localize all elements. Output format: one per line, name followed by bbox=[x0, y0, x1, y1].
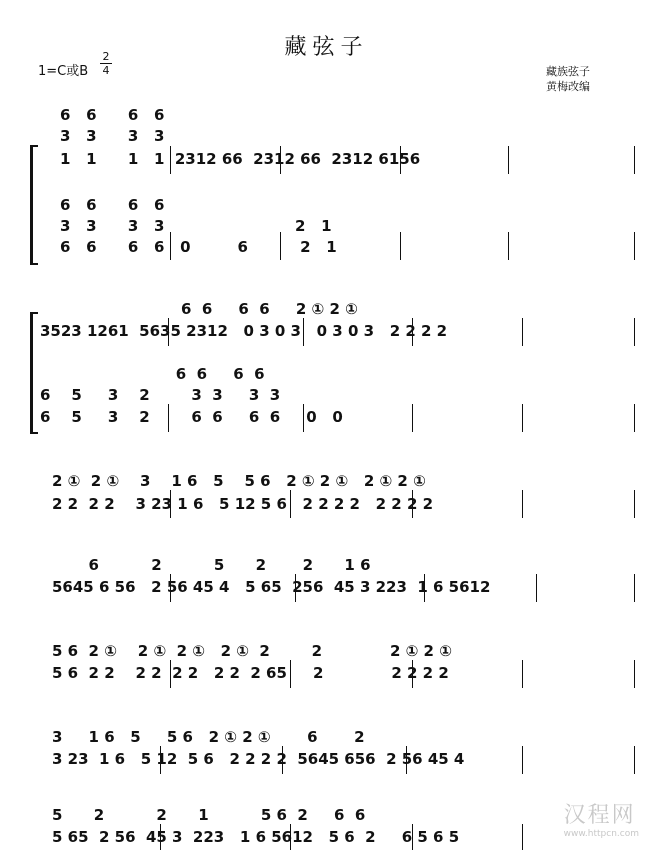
barline bbox=[303, 404, 304, 432]
barline bbox=[522, 490, 523, 518]
barline bbox=[634, 146, 635, 174]
credit-arranger: 黄梅改编 bbox=[546, 80, 590, 93]
notation-line: 3 3 3 3 2 1 bbox=[60, 217, 332, 235]
barline bbox=[536, 574, 537, 602]
barline bbox=[412, 490, 413, 518]
barline bbox=[634, 660, 635, 688]
barline bbox=[634, 746, 635, 774]
system-brace bbox=[30, 145, 33, 265]
credit-origin: 藏族弦子 bbox=[546, 65, 590, 78]
barline bbox=[290, 824, 291, 850]
barline bbox=[168, 318, 169, 346]
notation-line: 5 6 2 2 2 2 2 2 2 2 2 65 2 2 2 2 2 bbox=[52, 664, 449, 682]
system-brace bbox=[30, 312, 33, 434]
site-watermark bbox=[564, 798, 639, 839]
barline bbox=[406, 746, 407, 774]
barline bbox=[522, 746, 523, 774]
key-signature: 1=C或B bbox=[38, 64, 89, 79]
notation-line: 3 23 1 6 5 12 5 6 2 2 2 2 5645 656 2 56 45 4 bbox=[52, 750, 465, 768]
notation-line: 2 ① 2 ① 3 1 6 5 5 6 2 ① 2 ① 2 ① 2 ① bbox=[52, 472, 426, 490]
barline bbox=[280, 232, 281, 260]
barline bbox=[634, 404, 635, 432]
barline bbox=[280, 146, 281, 174]
barline bbox=[508, 146, 509, 174]
page-title: 藏弦子 bbox=[284, 35, 369, 60]
credits bbox=[546, 64, 590, 94]
notation-line: 3523 1261 5635 2312 0 3 0 3 0 3 0 3 2 2 2 2 bbox=[40, 322, 448, 340]
notation-line: 5 65 2 56 45 3 223 1 6 5612 5 6 2 6 5 6 5 bbox=[52, 828, 460, 846]
barline bbox=[170, 574, 171, 602]
barline bbox=[295, 574, 296, 602]
barline bbox=[634, 232, 635, 260]
barline bbox=[170, 232, 171, 260]
notation-line: 1 1 1 1 2312 66 2312 66 2312 6156 bbox=[60, 150, 421, 168]
notation-line: 2 2 2 2 3 23 1 6 5 12 5 6 2 2 2 2 2 2 2 2 bbox=[52, 495, 434, 513]
barline bbox=[303, 318, 304, 346]
notation-line: 6 6 6 6 0 6 2 1 bbox=[60, 238, 337, 256]
barline bbox=[508, 232, 509, 260]
meter-bottom: 4 bbox=[102, 64, 110, 77]
notation-line: 5 2 2 1 5 6 2 6 6 bbox=[52, 806, 366, 824]
barline bbox=[290, 660, 291, 688]
watermark-main: 汉程网 bbox=[563, 803, 636, 828]
time-signature bbox=[100, 50, 112, 77]
barline bbox=[522, 404, 523, 432]
barline bbox=[170, 660, 171, 688]
notation-line: 3 1 6 5 5 6 2 ① 2 ① 6 2 bbox=[52, 728, 365, 746]
barline bbox=[634, 490, 635, 518]
barline bbox=[160, 746, 161, 774]
barline bbox=[170, 490, 171, 518]
barline bbox=[400, 146, 401, 174]
notation-line: 6 6 6 6 2 ① 2 ① bbox=[40, 300, 358, 318]
notation-line: 6 2 5 2 2 1 6 bbox=[52, 556, 371, 574]
barline bbox=[412, 404, 413, 432]
barline bbox=[400, 232, 401, 260]
notation-line: 6 5 3 2 3 3 3 3 bbox=[40, 386, 281, 404]
notation-line: 5 6 2 ① 2 ① 2 ① 2 ① 2 2 2 ① 2 ① bbox=[52, 642, 452, 660]
notation-line: 3 3 3 3 bbox=[60, 127, 165, 145]
barline bbox=[412, 824, 413, 850]
barline bbox=[634, 318, 635, 346]
barline bbox=[170, 146, 171, 174]
notation-line: 6 6 6 6 bbox=[60, 106, 165, 124]
barline bbox=[522, 660, 523, 688]
barline bbox=[160, 824, 161, 850]
notation-line: 6 6 6 6 bbox=[60, 196, 165, 214]
notation-line: 6 5 3 2 6 6 6 6 0 0 bbox=[40, 408, 343, 426]
meter-top: 2 bbox=[102, 50, 110, 63]
barline bbox=[424, 574, 425, 602]
barline bbox=[282, 746, 283, 774]
barline bbox=[168, 404, 169, 432]
barline bbox=[290, 490, 291, 518]
barline bbox=[522, 318, 523, 346]
barline bbox=[412, 318, 413, 346]
watermark-sub: www.httpcn.com bbox=[563, 829, 639, 839]
notation-line: 6 6 6 6 bbox=[40, 365, 265, 383]
barline bbox=[634, 574, 635, 602]
barline bbox=[522, 824, 523, 850]
notation-line: 5645 6 56 2 56 45 4 5 65 256 45 3 223 1 6 5612 bbox=[52, 578, 491, 596]
barline bbox=[412, 660, 413, 688]
